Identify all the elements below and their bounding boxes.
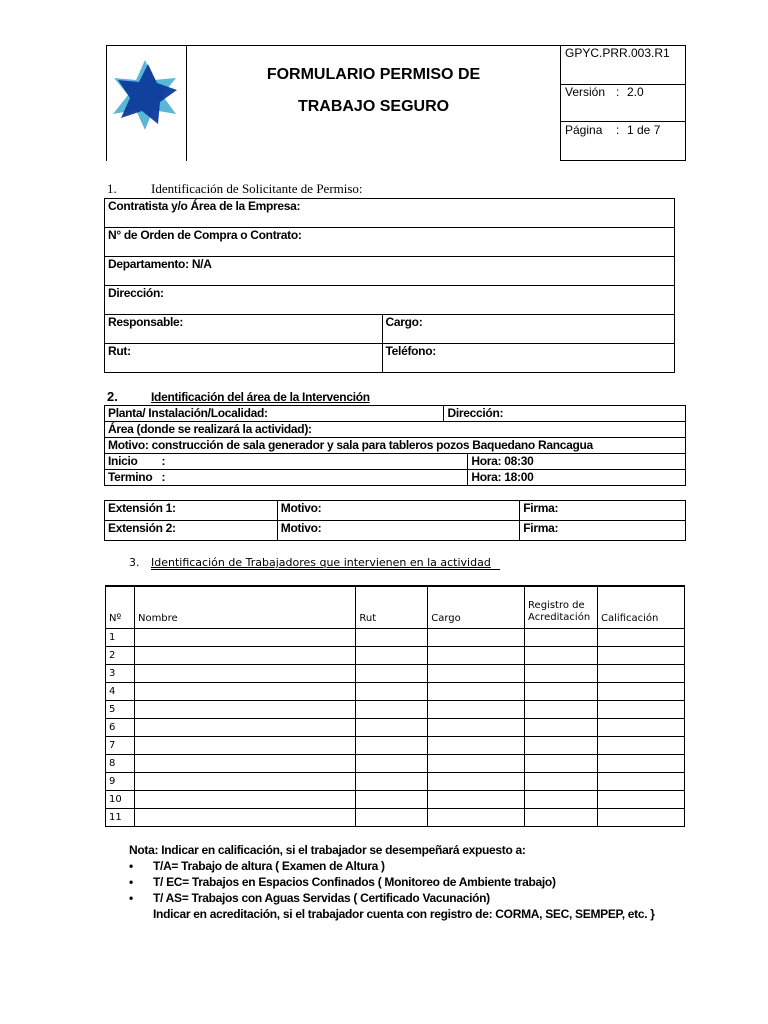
page-separator: : (616, 123, 620, 137)
col-accreditation-header-line1: Registro de (528, 600, 585, 611)
end-label: Termino (105, 470, 159, 486)
row-number: 5 (106, 701, 135, 719)
document-code: GPYC.PRR.003.R1 (565, 46, 670, 60)
name-cell[interactable] (134, 755, 355, 773)
bullet-icon: • (129, 859, 133, 873)
accreditation-cell[interactable] (525, 755, 598, 773)
page-label: Página (565, 123, 603, 137)
table-row (106, 773, 685, 791)
name-cell[interactable] (134, 665, 355, 683)
name-cell[interactable] (134, 791, 355, 809)
note-item-text: T/A= Trabajo de altura ( Examen de Altura ) (153, 859, 385, 873)
position-cell[interactable] (428, 701, 525, 719)
end-field[interactable] (158, 470, 467, 486)
rut-cell[interactable] (356, 791, 428, 809)
start-label: Inicio (105, 454, 159, 470)
rut-field[interactable]: Rut: (105, 344, 383, 373)
qualification-cell[interactable] (598, 791, 685, 809)
row-number: 4 (106, 683, 135, 701)
position-cell[interactable] (428, 755, 525, 773)
area-address-field[interactable]: Dirección: (444, 406, 686, 422)
rut-cell[interactable] (356, 737, 428, 755)
col-rut-header: Rut (356, 586, 428, 629)
version-value: 2.0 (627, 85, 644, 99)
accreditation-cell[interactable] (525, 665, 598, 683)
row-number: 2 (106, 647, 135, 665)
accreditation-cell[interactable] (525, 629, 598, 647)
section3-title-underline (151, 569, 500, 570)
rut-cell[interactable] (356, 647, 428, 665)
col-qualification-header: Calificación (598, 586, 685, 629)
qualification-cell[interactable] (598, 737, 685, 755)
row-number: 3 (106, 665, 135, 683)
section2-number: 2. (107, 389, 118, 404)
address-field[interactable]: Dirección: (105, 286, 675, 315)
name-cell[interactable] (134, 773, 355, 791)
department-field[interactable]: Departamento: N/A (105, 257, 675, 286)
start-separator: : (161, 454, 166, 468)
area-table (104, 405, 686, 486)
table-row (106, 755, 685, 773)
name-cell[interactable] (134, 629, 355, 647)
qualification-cell[interactable] (598, 701, 685, 719)
activity-area-field[interactable]: Área (donde se realizará la actividad): (105, 422, 686, 438)
note-item-tec (129, 874, 655, 890)
end-time-field[interactable]: Hora: 18:00 (468, 470, 686, 486)
name-cell[interactable] (134, 647, 355, 665)
table-row (106, 701, 685, 719)
workers-table (105, 585, 685, 827)
order-number-field[interactable]: N° de Orden de Compra o Contrato: (105, 228, 675, 257)
bullet-icon: • (129, 875, 133, 889)
rut-cell[interactable] (356, 809, 428, 827)
table-row (106, 719, 685, 737)
name-cell[interactable] (134, 719, 355, 737)
extension-2-signature[interactable]: Firma: (520, 521, 686, 541)
row-number: 7 (106, 737, 135, 755)
qualification-cell[interactable] (598, 809, 685, 827)
table-row (106, 647, 685, 665)
position-cell[interactable] (428, 683, 525, 701)
phone-field[interactable]: Teléfono: (382, 344, 674, 373)
rut-cell[interactable] (356, 755, 428, 773)
end-separator: : (161, 470, 166, 484)
extension-1-signature[interactable]: Firma: (520, 501, 686, 521)
version-separator: : (616, 85, 620, 99)
table-row (106, 791, 685, 809)
form-title-line2: TRABAJO SEGURO (297, 98, 450, 115)
table-row (106, 665, 685, 683)
row-number: 11 (106, 809, 135, 827)
note-footer: Indicar en acreditación, si el trabajador cuenta con registro de: CORMA, SEC, SEMPEP, etc. } (153, 907, 655, 921)
rut-cell[interactable] (356, 773, 428, 791)
qualification-cell[interactable] (598, 647, 685, 665)
accreditation-cell[interactable] (525, 791, 598, 809)
reason-field[interactable]: Motivo: construcción de sala generador y sala para tableros pozos Baquedano Rancagua (105, 438, 686, 454)
position-cell[interactable] (428, 791, 525, 809)
note-item-text: T/ AS= Trabajos con Aguas Servidas ( Certificado Vacunación) (153, 891, 490, 905)
contractor-field[interactable]: Contratista y/o Área de la Empresa: (105, 199, 675, 228)
responsible-field[interactable]: Responsable: (105, 315, 383, 344)
section1-number: 1. (107, 181, 117, 196)
requester-table (104, 198, 675, 373)
accreditation-cell[interactable] (525, 683, 598, 701)
extension-1-field[interactable]: Extensión 1: (105, 501, 278, 521)
section2-title: Identificación del área de la Intervención (151, 390, 370, 404)
rut-cell[interactable] (356, 719, 428, 737)
bullet-icon: • (129, 891, 133, 905)
position-cell[interactable] (428, 719, 525, 737)
position-field[interactable]: Cargo: (382, 315, 674, 344)
accreditation-cell[interactable] (525, 773, 598, 791)
note-item-ta (129, 858, 655, 874)
name-cell[interactable] (134, 809, 355, 827)
position-cell[interactable] (428, 665, 525, 683)
page-value: 1 de 7 (627, 123, 661, 137)
qualification-cell[interactable] (598, 683, 685, 701)
accreditation-cell[interactable] (525, 701, 598, 719)
row-number: 8 (106, 755, 135, 773)
extension-2-reason[interactable]: Motivo: (277, 521, 520, 541)
table-row (106, 737, 685, 755)
section3-title: Identificación de Trabajadores que intervienen en la actividad (151, 556, 491, 569)
star-logo-icon (108, 58, 182, 132)
row-number: 10 (106, 791, 135, 809)
qualification-cell[interactable] (598, 719, 685, 737)
table-row (106, 683, 685, 701)
position-cell[interactable] (428, 629, 525, 647)
star-logo-inner-icon (118, 64, 177, 124)
qualification-cell[interactable] (598, 773, 685, 791)
rut-cell[interactable] (356, 629, 428, 647)
section3-number: 3. (129, 556, 140, 569)
table-row (106, 809, 685, 827)
section1-title: Identificación de Solicitante de Permiso: (151, 181, 363, 196)
extension-2-field[interactable]: Extensión 2: (105, 521, 278, 541)
name-cell[interactable] (134, 683, 355, 701)
rut-cell[interactable] (356, 701, 428, 719)
note-item-tas (129, 890, 655, 906)
accreditation-cell[interactable] (525, 647, 598, 665)
version-label: Versión (565, 85, 606, 99)
row-number: 9 (106, 773, 135, 791)
accreditation-cell[interactable] (525, 719, 598, 737)
start-field[interactable] (158, 454, 467, 470)
position-cell[interactable] (428, 647, 525, 665)
qualification-cell[interactable] (598, 665, 685, 683)
position-cell[interactable] (428, 737, 525, 755)
note-item-text: T/ EC= Trabajos en Espacios Confinados ( Monitoreo de Ambiente trabajo) (153, 875, 556, 889)
note-list (129, 858, 655, 906)
position-cell[interactable] (428, 773, 525, 791)
accreditation-cell[interactable] (525, 809, 598, 827)
col-position-header: Cargo (428, 586, 525, 629)
qualification-cell[interactable] (598, 755, 685, 773)
name-cell[interactable] (134, 737, 355, 755)
col-accreditation-header (525, 586, 598, 629)
col-number-header: Nº (106, 586, 135, 629)
plant-field[interactable]: Planta/ Instalación/Localidad: (105, 406, 444, 422)
note-block (129, 842, 655, 922)
col-accreditation-header-line2: Acreditación (528, 612, 591, 623)
accreditation-cell[interactable] (525, 737, 598, 755)
start-time-field[interactable]: Hora: 08:30 (468, 454, 686, 470)
form-title-line1: FORMULARIO PERMISO DE (266, 66, 481, 83)
workers-header-row (106, 586, 685, 629)
extension-1-reason[interactable]: Motivo: (277, 501, 520, 521)
note-intro: Nota: Indicar en calificación, si el trabajador se desempeñará expuesto a: (129, 843, 526, 857)
rut-cell[interactable] (356, 683, 428, 701)
qualification-cell[interactable] (598, 629, 685, 647)
rut-cell[interactable] (356, 665, 428, 683)
row-number: 6 (106, 719, 135, 737)
row-number: 1 (106, 629, 135, 647)
name-cell[interactable] (134, 701, 355, 719)
extensions-table (104, 500, 686, 541)
position-cell[interactable] (428, 809, 525, 827)
col-name-header: Nombre (134, 586, 355, 629)
table-row (106, 629, 685, 647)
